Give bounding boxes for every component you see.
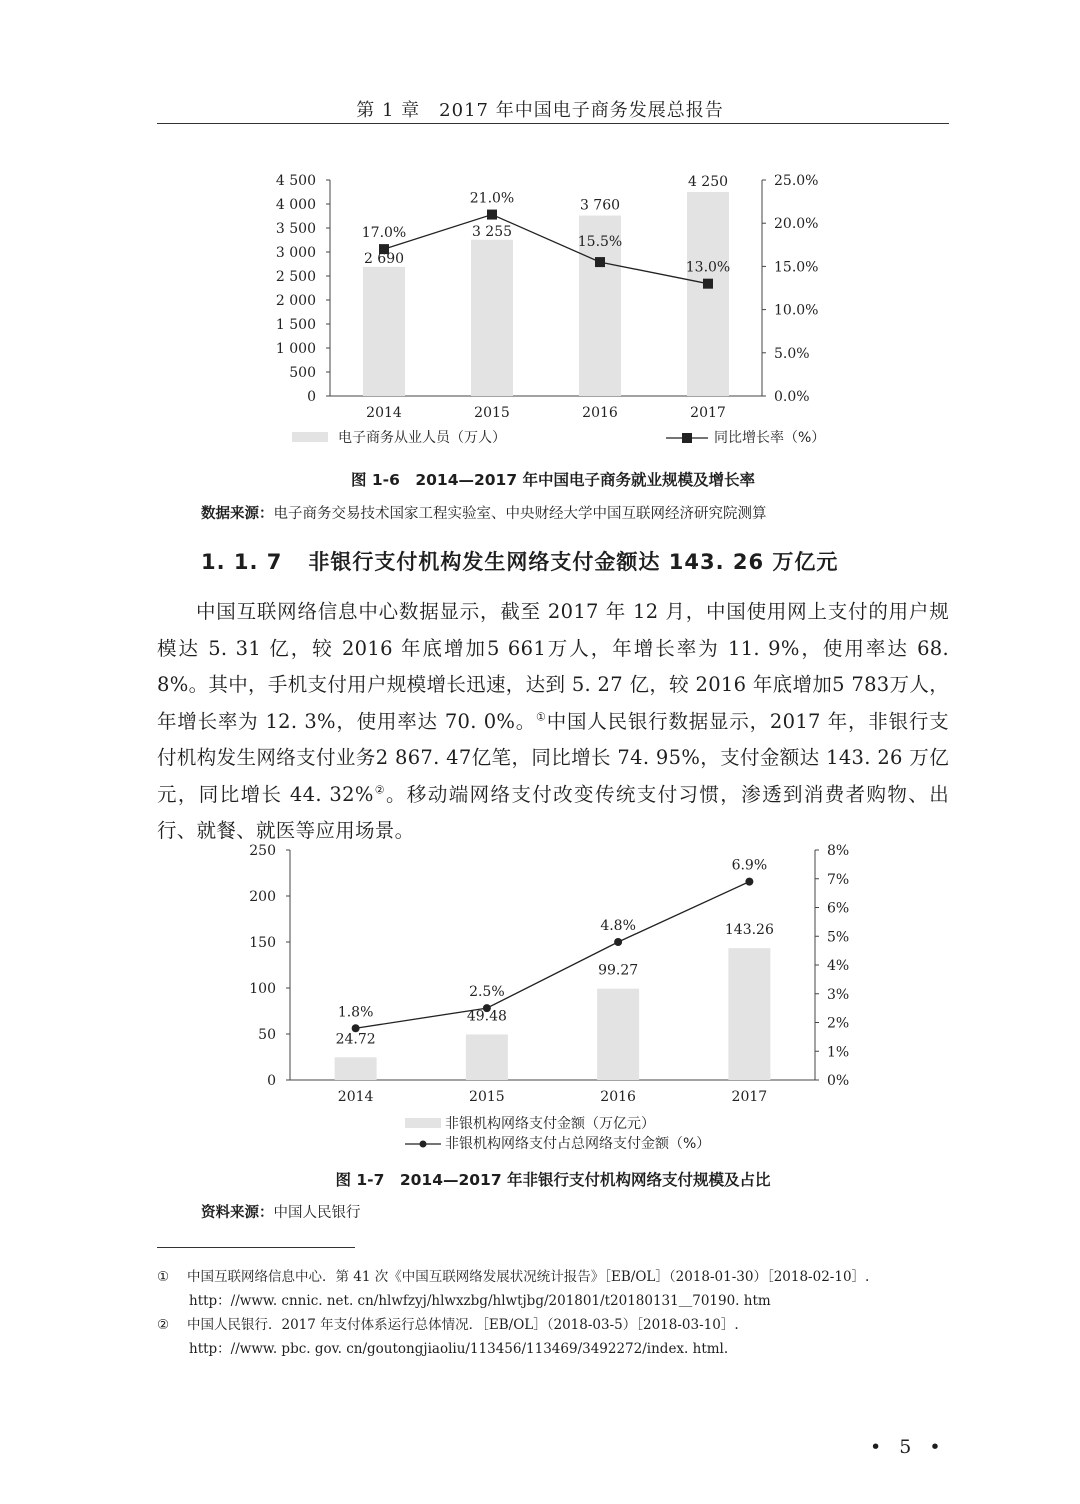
- right-axis-tick-label: 25.0%: [774, 173, 819, 189]
- legend-bar-swatch: [405, 1118, 441, 1128]
- x-axis-tick-label: 2016: [600, 1089, 636, 1105]
- left-axis-tick-label: 3 000: [275, 245, 316, 261]
- paragraph-part1: 中国互联网络信息中心数据显示，截至 2017 年 12 月，中国使用网上支付的用户规模达 5. 31 亿，较 2016 年底增加5 661万人，年增长率为 11. 9%，使用率达 68. 8%。其中，手机支付用户规模增长迅速，达到 5. 27 亿，较 2016 年底增加5 783万人，年增长率为 12. 3%，使用率达 70. 0%。: [157, 600, 949, 733]
- bar: [597, 989, 639, 1080]
- line-data-label: 13.0%: [685, 259, 731, 276]
- source-text: 中国人民银行: [273, 1205, 361, 1221]
- legend-bar-label: 非银机构网络支付金额（万亿元）: [445, 1116, 655, 1132]
- bar-data-label: 3 255: [471, 223, 513, 240]
- bar-data-label: 3 760: [579, 197, 621, 214]
- left-axis-tick-label: 150: [249, 935, 276, 951]
- figure-1-6-caption: 图 1-6 2014—2017 年中国电子商务就业规模及增长率: [350, 471, 756, 489]
- line-data-label: 1.8%: [337, 1004, 374, 1021]
- footnote-mark: ②: [157, 1317, 170, 1333]
- running-header: 第 1 章 2017 年中国电子商务发展总报告: [356, 100, 724, 121]
- x-axis-tick-label: 2016: [582, 405, 618, 421]
- left-axis-tick-label: 0: [307, 389, 316, 405]
- bar-data-label: 24.72: [335, 1031, 376, 1048]
- footnote-1: [157, 1265, 949, 1313]
- source-label: 资料来源：: [201, 1205, 274, 1221]
- legend-line-label: 非银机构网络支付占总网络支付金额（%）: [445, 1136, 711, 1152]
- line-data-label: 17.0%: [361, 225, 407, 242]
- right-axis-tick-label: 0.0%: [774, 389, 810, 405]
- right-axis-tick-label: 5%: [827, 929, 850, 946]
- x-axis-tick-label: 2015: [474, 405, 510, 421]
- paragraph-part3: 。移动端网络支付改变传统支付习惯，渗透到消费者购物、出行、就餐、就医等应用场景。: [157, 782, 949, 842]
- left-axis-tick-label: 250: [249, 843, 276, 859]
- right-axis-tick-label: 20.0%: [774, 216, 819, 233]
- footnote-mark: ①: [157, 1269, 170, 1285]
- left-axis-tick-label: 500: [289, 365, 316, 381]
- left-axis-tick-label: 200: [249, 889, 276, 905]
- right-axis-tick-label: 2%: [827, 1015, 850, 1032]
- footnote-rule: [157, 1247, 355, 1248]
- left-axis-tick-label: 4 500: [275, 173, 316, 189]
- right-axis-tick-label: 1%: [827, 1044, 850, 1061]
- figure-1-7-source: [201, 1201, 361, 1222]
- section-number: 1. 1. 7: [201, 550, 283, 574]
- line-series: [356, 882, 750, 1029]
- legend-line-marker: [420, 1141, 427, 1148]
- left-axis-tick-label: 50: [258, 1027, 276, 1043]
- bar: [335, 1057, 377, 1080]
- right-axis-tick-label: 15.0%: [774, 259, 819, 276]
- line-data-label: 15.5%: [577, 234, 623, 251]
- right-axis-tick-label: 10.0%: [774, 302, 819, 319]
- footnote-text: 中国人民银行．2017 年支付体系运行总体情况．［EB/OL］（2018-03-5）［2018-03-10］.: [187, 1317, 739, 1333]
- left-axis-tick-label: 3 500: [275, 221, 316, 237]
- footnote-2: [157, 1313, 949, 1361]
- legend-line-label: 同比增长率（%）: [714, 430, 826, 446]
- right-axis-tick-label: 7%: [827, 871, 850, 888]
- bar-data-label: 2 690: [363, 250, 405, 267]
- x-axis-tick-label: 2014: [337, 1089, 374, 1105]
- left-axis-tick-label: 2 000: [275, 293, 316, 309]
- source-label: 数据来源：: [201, 506, 274, 522]
- bar: [466, 1034, 508, 1080]
- footnote-ref-1[interactable]: ①: [536, 710, 547, 723]
- right-axis-tick-label: 4%: [827, 958, 850, 974]
- x-axis-tick-label: 2017: [690, 405, 726, 421]
- right-axis-tick-label: 8%: [827, 843, 850, 859]
- bar-data-label: 143.26: [724, 922, 774, 939]
- legend-bar-label: 电子商务从业人员（万人）: [338, 430, 506, 446]
- line-data-label: 4.8%: [600, 918, 636, 934]
- left-axis-tick-label: 100: [249, 981, 276, 997]
- x-axis-tick-label: 2017: [731, 1089, 768, 1105]
- bar-data-label: 99.27: [598, 962, 639, 979]
- line-data-label: 2.5%: [469, 984, 505, 1001]
- right-axis-tick-label: 5.0%: [774, 345, 810, 362]
- line-data-label: 6.9%: [731, 857, 768, 874]
- right-axis-tick-label: 0%: [827, 1073, 850, 1089]
- figure-1-7-caption: 图 1-7 2014—2017 年非银行支付机构网络支付规模及占比: [335, 1171, 771, 1189]
- bar: [728, 948, 770, 1080]
- footnote-ref-2[interactable]: ②: [373, 783, 387, 796]
- footnote-url[interactable]: http：//www. cnnic. net. cn/hlwfzyj/hlwxzbg/hlwtjbg/201801/t20180131＿70190. htm: [189, 1293, 771, 1309]
- page-number: • 5 •: [870, 1436, 947, 1458]
- bar-data-label: 4 250: [687, 174, 729, 190]
- line-data-label: 21.0%: [469, 190, 515, 207]
- left-axis-tick-label: 1 500: [275, 317, 316, 333]
- x-axis-tick-label: 2014: [366, 405, 402, 421]
- left-axis-tick-label: 2 500: [275, 269, 316, 285]
- right-axis-tick-label: 3%: [827, 986, 850, 1003]
- line-marker: [614, 938, 622, 946]
- right-axis-tick-label: 6%: [827, 900, 850, 917]
- left-axis-tick-label: 0: [267, 1073, 276, 1089]
- footnote-text: 中国互联网络信息中心．第 41 次《中国互联网络发展状况统计报告》［EB/OL］（2018-01-30）［2018-02-10］.: [187, 1269, 870, 1285]
- left-axis-tick-label: 4 000: [275, 197, 316, 213]
- x-axis-tick-label: 2015: [469, 1089, 505, 1105]
- bar-data-label: 49.48: [466, 1008, 507, 1025]
- section-title: 非银行支付机构发生网络支付金额达 143. 26 万亿元: [308, 550, 839, 574]
- footnote-url[interactable]: http：//www. pbc. gov. cn/goutongjiaoliu/113456/113469/3492272/index. html.: [189, 1341, 729, 1357]
- source-text: 电子商务交易技术国家工程实验室、中央财经大学中国互联网经济研究院测算: [273, 506, 767, 522]
- paragraph-part2: 中国人民银行数据显示，2017 年，非银行支付机构发生网络支付业务2 867. 47亿笔，同比增长 74. 95%，支付金额达 143. 26 万亿元，同比增长 44. 32%: [157, 709, 949, 806]
- line-marker: [745, 878, 753, 886]
- left-axis-tick-label: 1 000: [275, 341, 316, 357]
